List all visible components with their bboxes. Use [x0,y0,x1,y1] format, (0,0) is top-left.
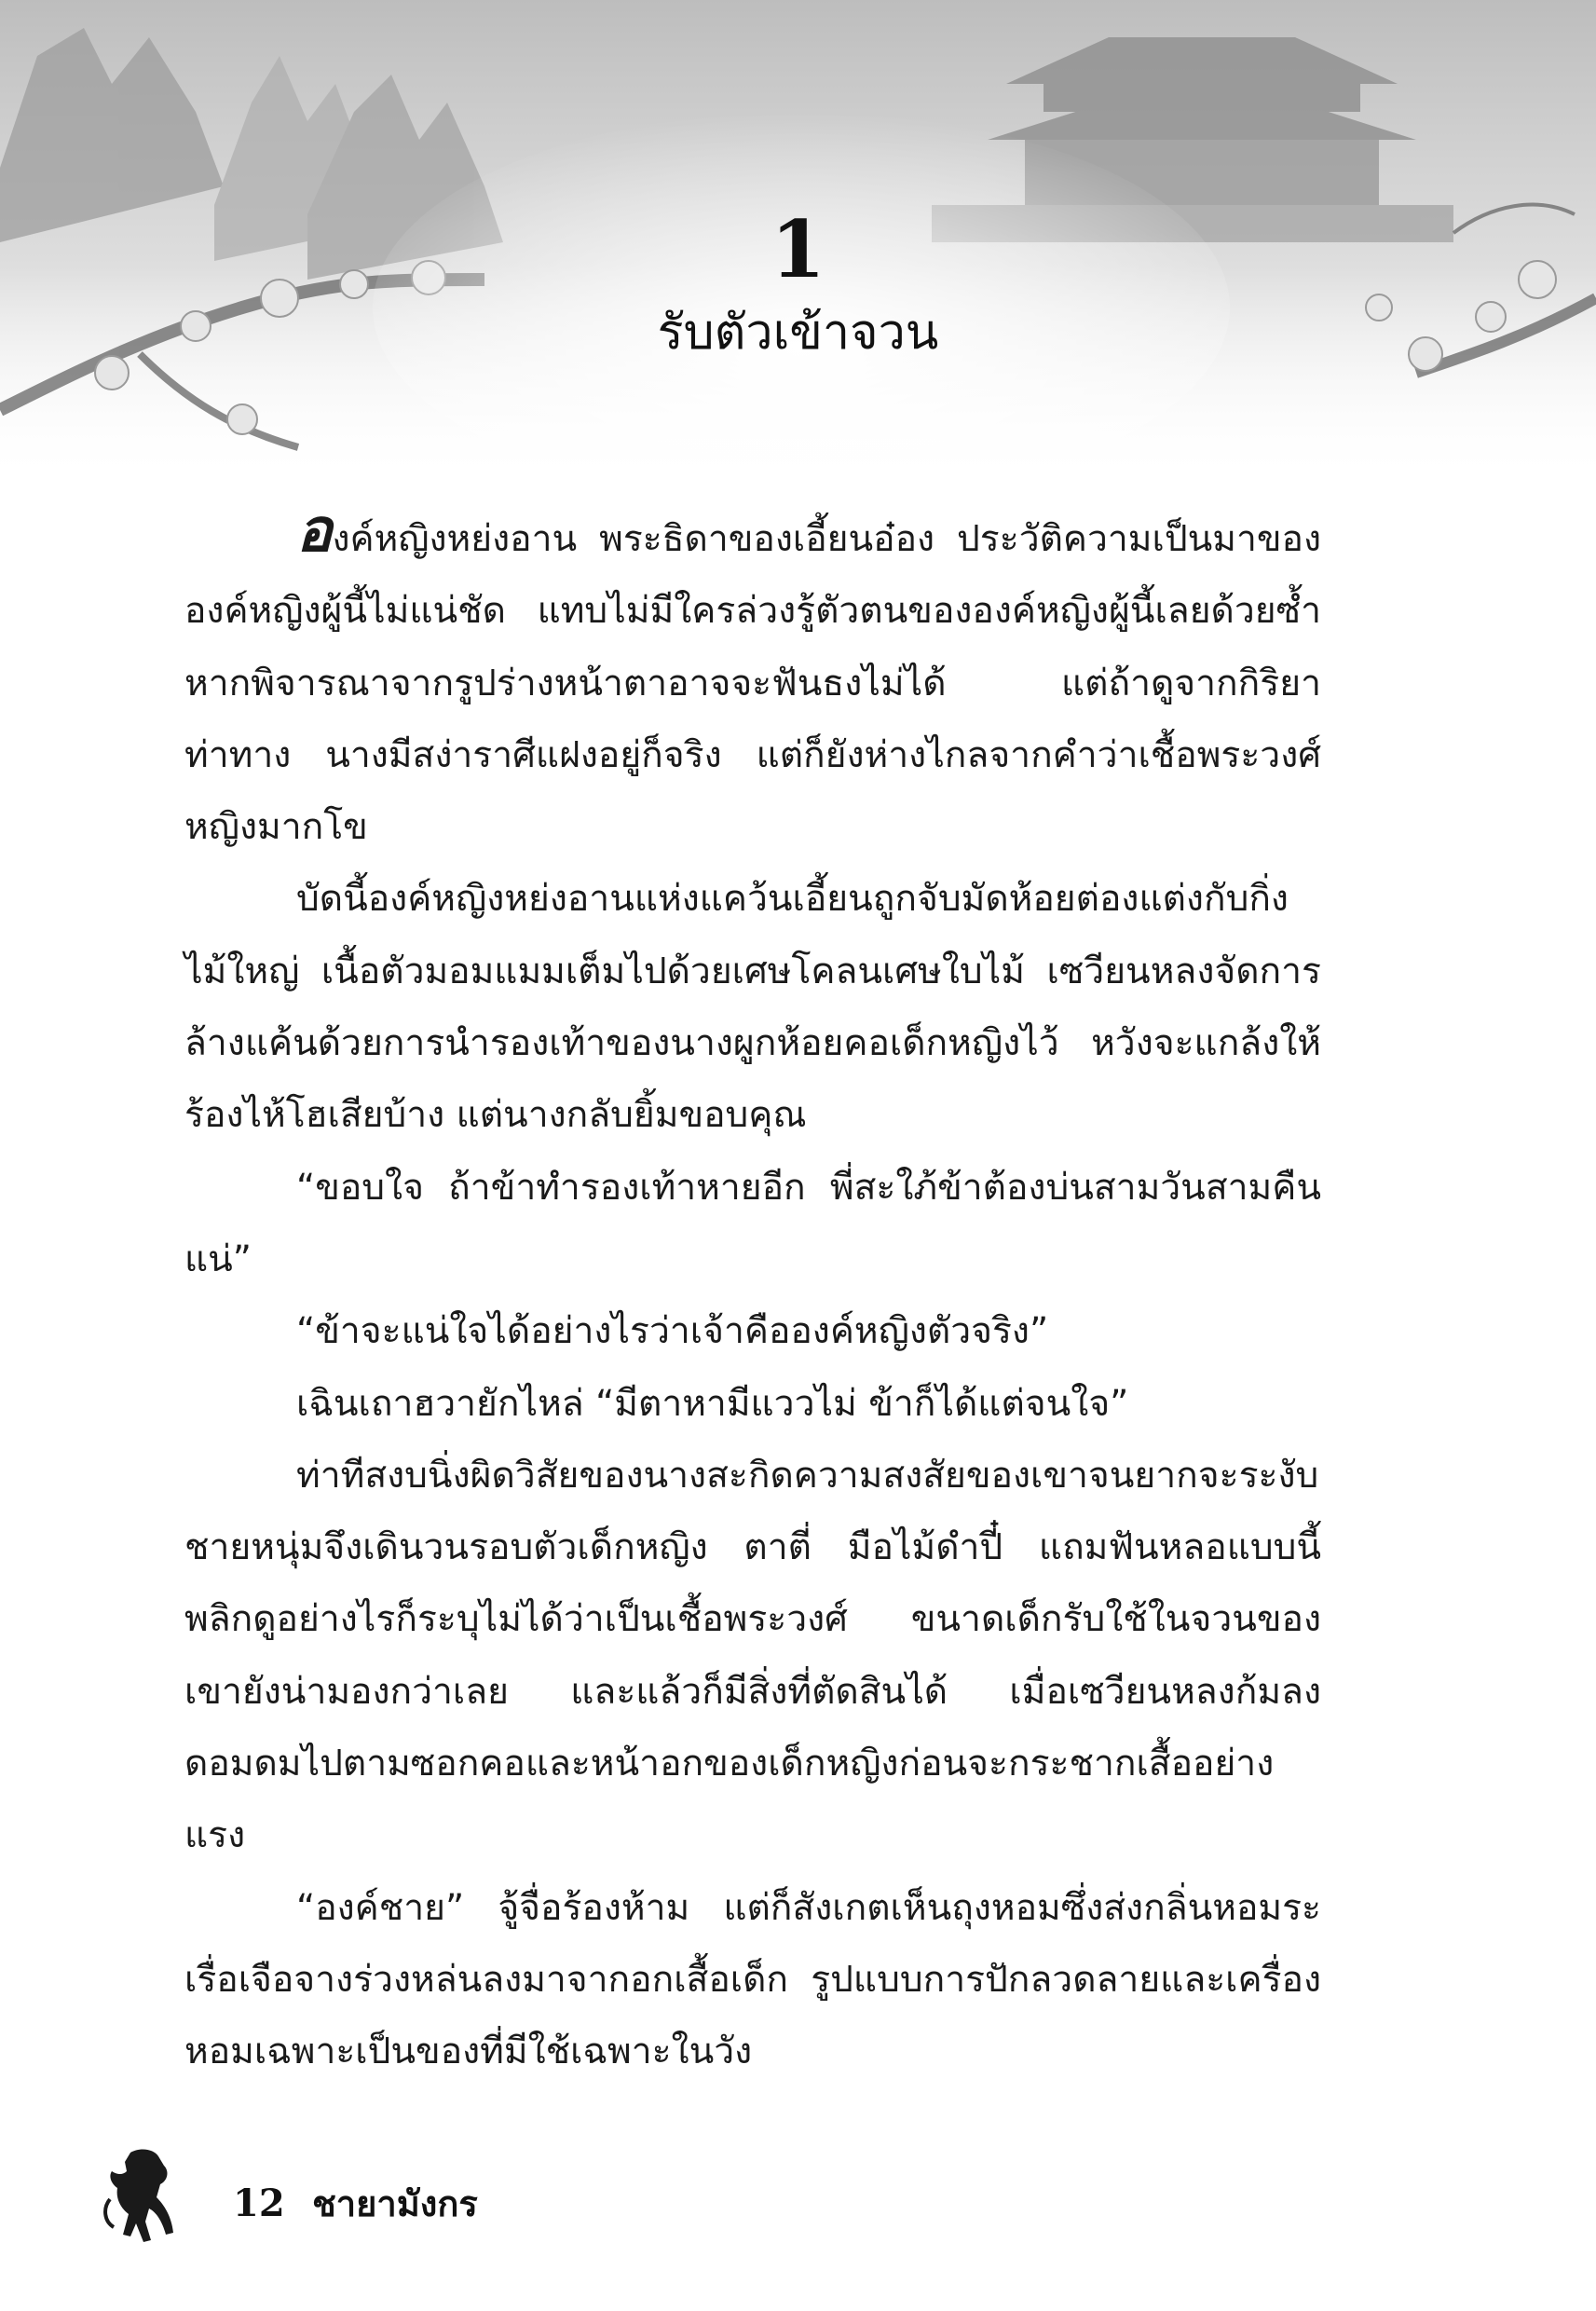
paragraph-1 [184,496,1321,863]
chapter-number: 1 [771,203,825,295]
drop-cap: อ [296,496,333,566]
paragraph-3: “ขอบใจ ถ้าข้าทำรองเท้าหายอีก พี่สะใภ้ข้าต้องบ่นสามวันสามคืนแน่” [184,1166,1321,1280]
paragraph-2: บัดนี้องค์หญิงหย่งอานแห่งแคว้นเอี้ยนถูกจับมัดห้อยต่องแต่งกับกิ่งไม้ใหญ่ เนื้อตัวมอมแมมเต็มไปด้วยเศษโคลนเศษใบไม้ เซวียนหลงจัดการล้างแค้นด้วยการนำรองเท้าของนางผูกห้อยคอเด็กหญิงไว้ หวังจะแกล้งให้ร้องไห้โฮเสียบ้าง แต่นางกลับยิ้มขอบคุณ [184,878,1321,1137]
chapter-body [184,496,1321,2088]
chapter-title: รับตัวเข้าจวน [657,305,939,361]
paragraph-7: “องค์ชาย” จู้จื่อร้องห้าม แต่ก็สังเกตเห็นถุงหอมซึ่งส่งกลิ่นหอมระเรื่อเจือจางร่วงหล่นลงมาจากอกเสื้อเด็ก รูปแบบการปักลวดลายและเครื่องหอมเฉพาะเป็นของที่มีใช้เฉพาะในวัง [184,1886,1321,2073]
page-footer [102,2143,662,2246]
paragraph-5: เฉินเถาฮวายักไหล่ “มีตาหามีแววไม่ ข้าก็ได้แต่จนใจ” [296,1382,1129,1425]
horse-icon [102,2143,191,2246]
book-title: ชายามังกร [312,2182,478,2224]
page-number: 12 [233,2181,285,2225]
paragraph-6: ท่าทีสงบนิ่งผิดวิสัยของนางสะกิดความสงสัยของเขาจนยากจะระงับ ชายหนุ่มจึงเดินวนรอบตัวเด็กหญิง ตาตี่ มือไม้ดำปี๋ แถมฟันหลอแบบนี้ พลิกดูอย่างไรก็ระบุไม่ได้ว่าเป็นเชื้อพระวงศ์ ขนาดเด็กรับใช้ในจวนของเขายังน่ามองกว่าเลย และแล้วก็มีสิ่งที่ตัดสินได้ เมื่อเซวียนหลงก้มลงดอมดมไปตามซอกคอและหน้าอกของเด็กหญิงก่อนจะกระชากเสื้ออย่างแรง [184,1454,1321,1857]
paragraph-4: “ข้าจะแน่ใจได้อย่างไรว่าเจ้าคือองค์หญิงตัวจริง” [296,1310,1049,1353]
paragraph-1-text: งค์หญิงหย่งอาน พระธิดาของเอี้ยนอ๋อง ประวัติความเป็นมาขององค์หญิงผู้นี้ไม่แน่ชัด แทบไม่มีใครล่วงรู้ตัวตนขององค์หญิงผู้นี้เลยด้วยซ้ำ หากพิจารณาจากรูปร่างหน้าตาอาจจะฟันธงไม่ได้ แต่ถ้าดูจากกิริยาท่าทาง นางมีสง่าราศีแฝงอยู่ก็จริง แต่ก็ยังห่างไกลจากคำว่าเชื้อพระวงศ์หญิงมากโข [184,518,1321,849]
